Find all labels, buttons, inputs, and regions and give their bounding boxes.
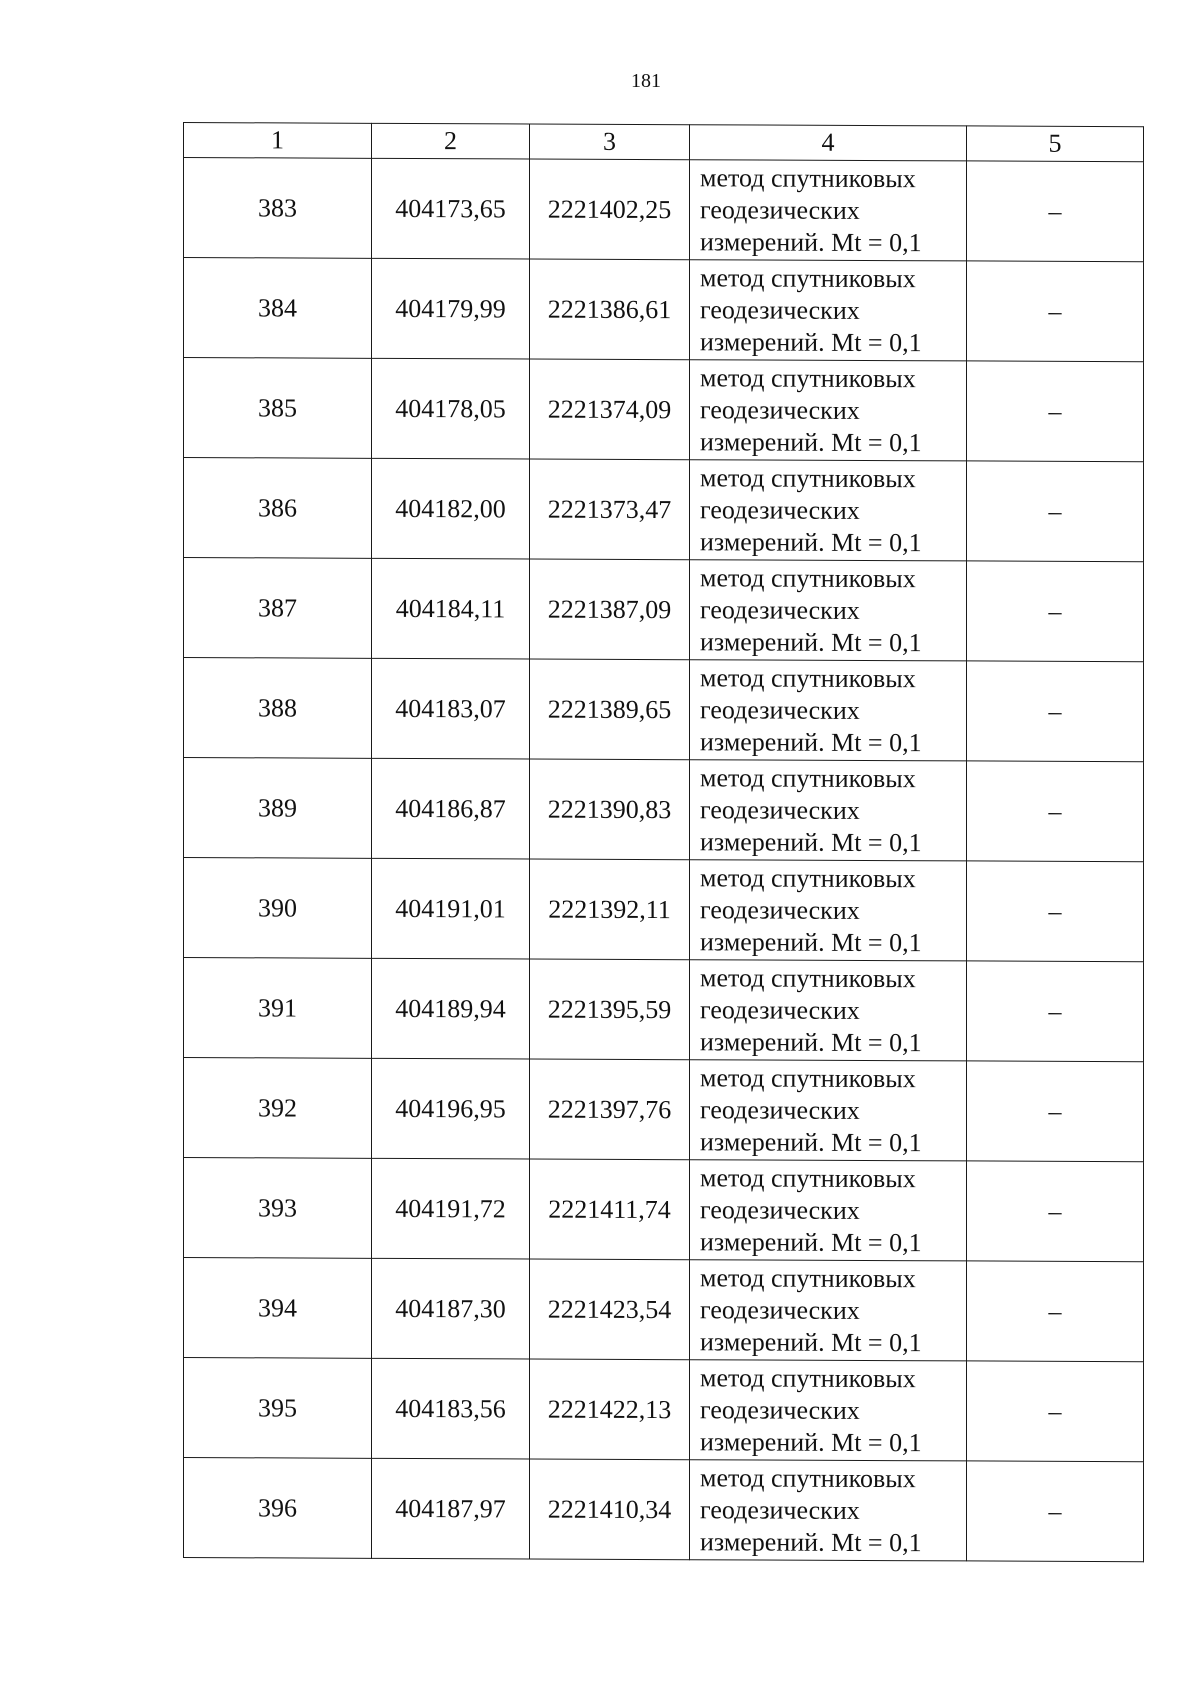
note-cell: – [967,1361,1144,1462]
coordinate-x-cell: 404186,87 [372,758,530,859]
point-number-cell: 383 [184,158,372,259]
method-cell [690,160,967,261]
coordinate-y-cell: 2221374,09 [530,359,690,460]
coordinate-x-cell: 404184,11 [372,558,530,659]
method-line: измерений. Mt = 0,1 [700,1526,922,1557]
point-number-cell: 389 [184,758,372,859]
method-line: измерений. Mt = 0,1 [700,326,922,357]
table-row [184,1458,1144,1562]
method-cell [690,1260,967,1361]
method-line: измерений. Mt = 0,1 [700,1126,922,1157]
coordinate-y-cell: 2221389,65 [530,659,690,760]
method-line: геодезических [700,1494,860,1525]
method-cell [690,1360,967,1461]
coordinate-y-cell: 2221422,13 [530,1359,690,1460]
note-cell: – [967,361,1144,462]
method-line: измерений. Mt = 0,1 [700,726,922,757]
coordinate-x-cell: 404187,30 [372,1258,530,1359]
coordinate-y-cell: 2221392,11 [530,859,690,960]
coordinate-x-cell: 404179,99 [372,258,530,359]
table-row [184,1158,1144,1262]
note-cell: – [967,1161,1144,1262]
method-line: метод спутниковых [700,562,916,593]
table-row [184,758,1144,862]
method-cell [690,960,967,1061]
note-cell: – [967,1261,1144,1362]
coordinate-x-cell: 404183,56 [372,1358,530,1459]
point-number-cell: 387 [184,558,372,659]
coordinate-x-cell: 404191,01 [372,858,530,959]
note-cell: – [967,761,1144,862]
point-number-cell: 395 [184,1358,372,1459]
point-number-cell: 390 [184,858,372,959]
coordinate-y-cell: 2221402,25 [530,159,690,260]
coordinate-y-cell: 2221411,74 [530,1159,690,1260]
method-line: метод спутниковых [700,462,916,493]
method-line: метод спутниковых [700,1062,916,1093]
method-line: метод спутниковых [700,862,916,893]
table-row [184,958,1144,1062]
coordinate-x-cell: 404187,97 [372,1458,530,1559]
coordinate-x-cell: 404182,00 [372,458,530,559]
coordinates-table [183,122,1144,1562]
coordinate-x-cell: 404183,07 [372,658,530,759]
coordinate-y-cell: 2221386,61 [530,259,690,360]
coordinate-y-cell: 2221397,76 [530,1059,690,1160]
method-line: геодезических [700,694,860,725]
method-cell [690,360,967,461]
coordinate-x-cell: 404196,95 [372,1058,530,1159]
coordinate-x-cell: 404191,72 [372,1158,530,1259]
table-row [184,1258,1144,1362]
method-line: метод спутниковых [700,662,916,693]
note-cell: – [967,261,1144,362]
header-cell-3: 3 [530,124,690,160]
method-line: геодезических [700,1194,860,1225]
coordinate-x-cell: 404178,05 [372,358,530,459]
method-cell [690,460,967,561]
coordinate-x-cell: 404173,65 [372,158,530,259]
method-line: измерений. Mt = 0,1 [700,1226,922,1257]
method-line: метод спутниковых [700,362,916,393]
method-line: метод спутниковых [700,262,916,293]
method-line: измерений. Mt = 0,1 [700,626,922,657]
table-row [184,1058,1144,1162]
method-line: измерений. Mt = 0,1 [700,526,922,557]
table-row [184,658,1144,762]
table-row [184,158,1144,262]
coordinate-y-cell: 2221423,54 [530,1259,690,1360]
method-line: измерений. Mt = 0,1 [700,426,922,457]
page-number: 181 [631,70,661,92]
method-line: измерений. Mt = 0,1 [700,926,922,957]
point-number-cell: 386 [184,458,372,559]
table-row [184,358,1144,462]
table-header [184,123,1144,162]
coordinate-y-cell: 2221390,83 [530,759,690,860]
method-line: геодезических [700,1094,860,1125]
table-row [184,858,1144,962]
table-row [184,1358,1144,1462]
method-line: геодезических [700,1294,860,1325]
method-cell [690,1460,967,1561]
note-cell: – [967,461,1144,562]
method-line: геодезических [700,794,860,825]
note-cell: – [967,1061,1144,1162]
method-cell [690,1160,967,1261]
header-cell-1: 1 [184,123,372,159]
table-row [184,558,1144,662]
coordinate-y-cell: 2221410,34 [530,1459,690,1560]
method-line: геодезических [700,194,860,225]
point-number-cell: 388 [184,658,372,759]
method-line: метод спутниковых [700,1462,916,1493]
note-cell: – [967,161,1144,262]
point-number-cell: 393 [184,1158,372,1259]
coordinate-y-cell: 2221395,59 [530,959,690,1060]
method-line: метод спутниковых [700,962,916,993]
coordinate-x-cell: 404189,94 [372,958,530,1059]
note-cell: – [967,1461,1144,1562]
table-row [184,458,1144,562]
method-line: измерений. Mt = 0,1 [700,226,922,257]
method-line: метод спутниковых [700,162,916,193]
method-cell [690,860,967,961]
method-line: измерений. Mt = 0,1 [700,1426,922,1457]
point-number-cell: 391 [184,958,372,1059]
note-cell: – [967,861,1144,962]
point-number-cell: 392 [184,1058,372,1159]
header-row [184,123,1144,162]
note-cell: – [967,661,1144,762]
method-cell [690,1060,967,1161]
note-cell: – [967,961,1144,1062]
method-line: метод спутниковых [700,762,916,793]
method-line: метод спутниковых [700,1162,916,1193]
point-number-cell: 396 [184,1458,372,1559]
method-cell [690,560,967,661]
method-line: геодезических [700,594,860,625]
method-line: геодезических [700,1394,860,1425]
method-line: измерений. Mt = 0,1 [700,1326,922,1357]
method-line: геодезических [700,494,860,525]
method-cell [690,260,967,361]
header-cell-2: 2 [372,123,530,159]
point-number-cell: 385 [184,358,372,459]
method-line: метод спутниковых [700,1362,916,1393]
method-line: измерений. Mt = 0,1 [700,1026,922,1057]
method-line: измерений. Mt = 0,1 [700,826,922,857]
header-cell-4: 4 [690,125,967,161]
method-cell [690,660,967,761]
coordinate-y-cell: 2221373,47 [530,459,690,560]
method-line: метод спутниковых [700,1262,916,1293]
table-row [184,258,1144,362]
method-line: геодезических [700,994,860,1025]
header-cell-5: 5 [967,126,1144,162]
method-line: геодезических [700,894,860,925]
note-cell: – [967,561,1144,662]
method-cell [690,760,967,861]
method-line: геодезических [700,294,860,325]
point-number-cell: 394 [184,1258,372,1359]
method-line: геодезических [700,394,860,425]
table-body [184,158,1144,1562]
coordinate-y-cell: 2221387,09 [530,559,690,660]
point-number-cell: 384 [184,258,372,359]
